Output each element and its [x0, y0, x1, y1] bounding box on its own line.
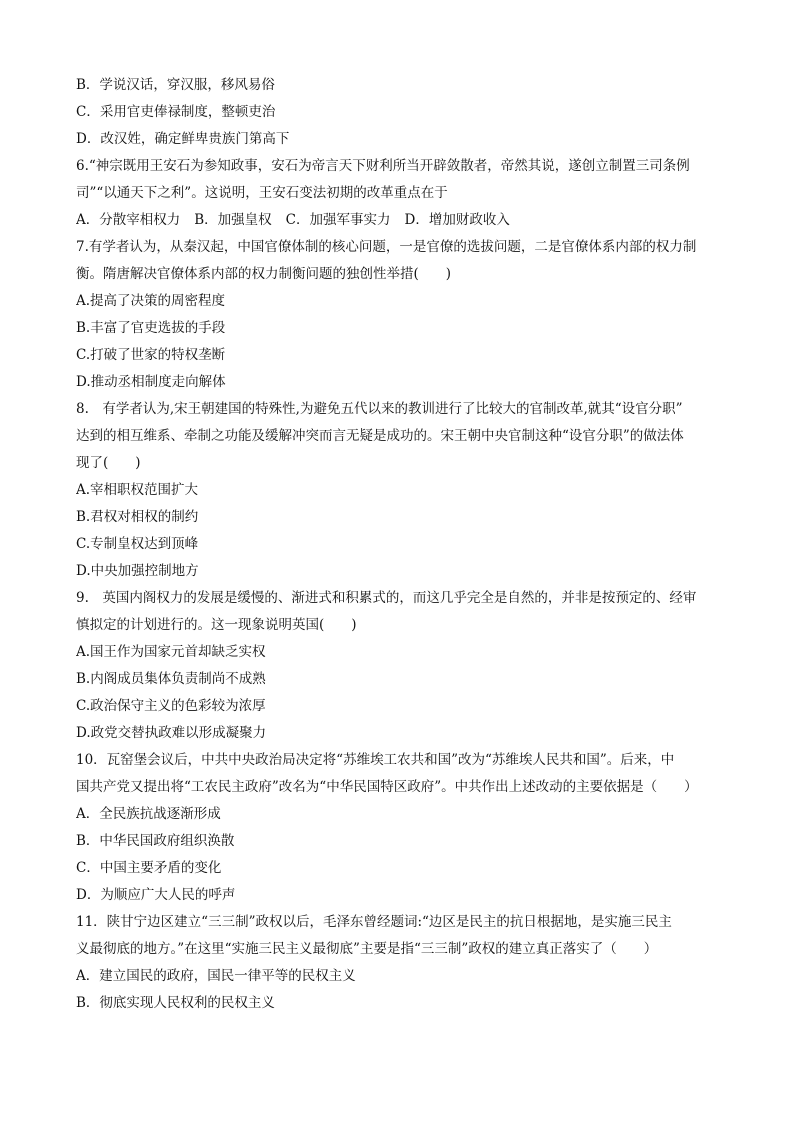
option-c: C．中国主要矛盾的变化 [76, 860, 222, 876]
question-stem: 达到的相互维系、牵制之功能及缓解冲突而言无疑是成功的。宋王朝中央官制这种“设官分职”的做法体 [76, 428, 684, 444]
option-a: A.提高了决策的周密程度 [76, 293, 226, 309]
question-stem: 11．陕甘宁边区建立“三三制”政权以后，毛泽东曾经题词:“边区是民主的抗日根据地，是实施三民主 [76, 914, 672, 930]
option-d: D．改汉姓，确定鲜卑贵族门第高下 [76, 131, 290, 147]
option-b: B．彻底实现人民权利的民权主义 [76, 995, 275, 1011]
question-stem: 9. 英国内阁权力的发展是缓慢的、渐进式和积累式的，而这几乎完全是自然的，并非是按预定的、经审 [76, 590, 697, 606]
question-stem: 司”“以通天下之利”。这说明，王安石变法初期的改革重点在于 [76, 185, 448, 201]
option-b: B.君权对相权的制约 [76, 509, 199, 525]
question-7 [76, 234, 726, 396]
option-b: B．中华民国政府组织涣散 [76, 833, 235, 849]
option-c: C.政治保守主义的色彩较为浓厚 [76, 698, 266, 714]
question-5-tail [76, 72, 726, 153]
question-6 [76, 153, 726, 234]
option-d: D.中央加强控制地方 [76, 563, 199, 579]
option-d: D.推动丞相制度走向解体 [76, 374, 226, 390]
question-11 [76, 909, 726, 1017]
question-stem: 7.有学者认为，从秦汉起，中国官僚体制的核心问题，一是官僚的选拔问题，二是官僚体系内部的权力制 [76, 239, 697, 255]
option-b: B.丰富了官吏选拔的手段 [76, 320, 226, 336]
option-c: C.打破了世家的特权垄断 [76, 347, 226, 363]
question-stem: 国共产党又提出将“工农民主政府”改名为“中华民国特区政府”。中共作出上述改动的主要依据是（ ） [76, 779, 698, 795]
question-stem: 6.“神宗既用王安石为参知政事，安石为帝言天下财利所当开辟敛散者，帝然其说，遂创立制置三司条例 [76, 158, 690, 174]
option-c: C．加强军事实力 [285, 212, 391, 228]
option-c: C．采用官吏俸禄制度，整顿吏治 [76, 104, 276, 120]
question-9 [76, 585, 726, 747]
options-row [76, 207, 726, 234]
exam-page [76, 72, 726, 1017]
question-stem: 现了( ) [76, 455, 141, 471]
option-b: B．学说汉话，穿汉服，移风易俗 [76, 77, 275, 93]
option-a: A．全民族抗战逐渐形成 [76, 806, 221, 822]
option-b: B.内阁成员集体负责制尚不成熟 [76, 671, 266, 687]
option-a: A.宰相职权范围扩大 [76, 482, 199, 498]
question-8 [76, 396, 726, 585]
option-c: C.专制皇权达到顶峰 [76, 536, 199, 552]
question-10 [76, 747, 726, 909]
option-d: D.政党交替执政难以形成凝聚力 [76, 725, 267, 741]
option-d: D．增加财政收入 [404, 212, 510, 228]
question-stem: 8. 有学者认为,宋王朝建国的特殊性,为避免五代以来的教训进行了比较大的官制改革,就其“设官分职” [76, 401, 683, 417]
option-a: A．分散宰相权力 [76, 212, 181, 228]
option-a: A．建立国民的政府，国民一律平等的民权主义 [76, 968, 356, 984]
question-stem: 义最彻底的地方。”在这里“实施三民主义最彻底”主要是指“三三制”政权的建立真正落实了（ ） [76, 941, 658, 957]
option-b: B．加强皇权 [194, 212, 272, 228]
question-stem: 慎拟定的计划进行的。这一现象说明英国( ) [76, 617, 357, 633]
question-stem: 10．瓦窑堡会议后，中共中央政治局决定将“苏维埃工农共和国”改为“苏维埃人民共和国”。后来，中 [76, 752, 675, 768]
option-d: D．为顺应广大人民的呼声 [76, 887, 236, 903]
question-stem: 衡。隋唐解决官僚体系内部的权力制衡问题的独创性举措( ) [76, 266, 452, 282]
option-a: A.国王作为国家元首却缺乏实权 [76, 644, 266, 660]
